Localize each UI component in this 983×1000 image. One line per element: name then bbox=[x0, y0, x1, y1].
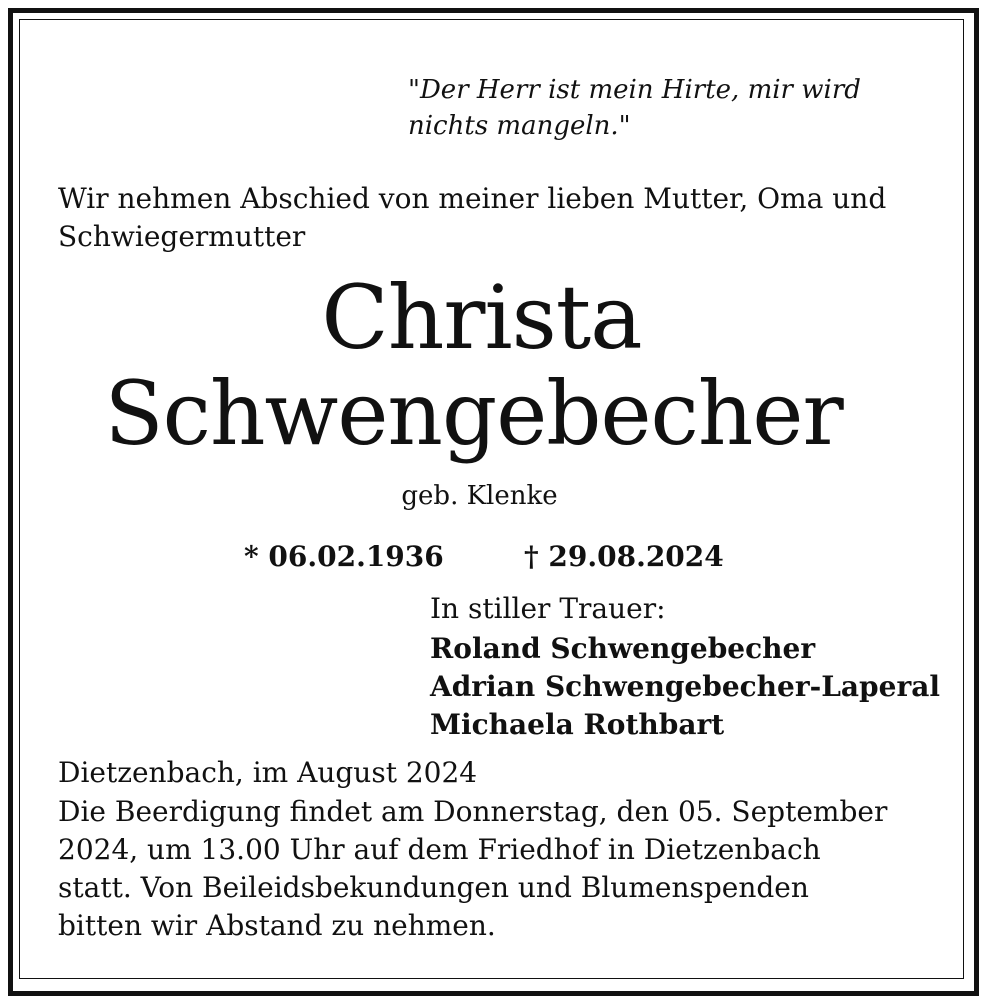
mourner-name: Adrian Schwengebecher-Laperal bbox=[430, 670, 940, 703]
deceased-last-name bbox=[0, 364, 983, 464]
birth-name bbox=[0, 478, 983, 514]
mourner-name: Roland Schwengebecher bbox=[430, 632, 816, 665]
birth-name-text: geb. Klenke bbox=[401, 481, 558, 511]
funeral-notice: Die Beerdigung findet am Donnerstag, den 05. September 2024, um 13.00 Uhr auf dem Friedhof in Dietzenbach statt. Von Beileidsbekundungen und Blumenspenden bitten wir Abstand zu nehmen. bbox=[58, 795, 888, 942]
birth-date: * 06.02.1936 bbox=[244, 540, 444, 573]
mourner-name: Michaela Rothbart bbox=[430, 708, 725, 741]
mourning-label: In stiller Trauer: bbox=[430, 592, 666, 625]
place-and-date: Dietzenbach, im August 2024 bbox=[58, 756, 478, 789]
bible-quote: "Der Herr ist mein Hirte, mir wird nichts mangeln." bbox=[408, 75, 861, 141]
last-name-text: Schwengebecher bbox=[104, 362, 843, 465]
first-name-text: Christa bbox=[321, 266, 642, 369]
death-date: † 29.08.2024 bbox=[524, 540, 724, 573]
deceased-first-name bbox=[0, 268, 983, 368]
intro-text: Wir nehmen Abschied von meiner lieben Mutter, Oma und Schwiegermutter bbox=[58, 182, 887, 253]
